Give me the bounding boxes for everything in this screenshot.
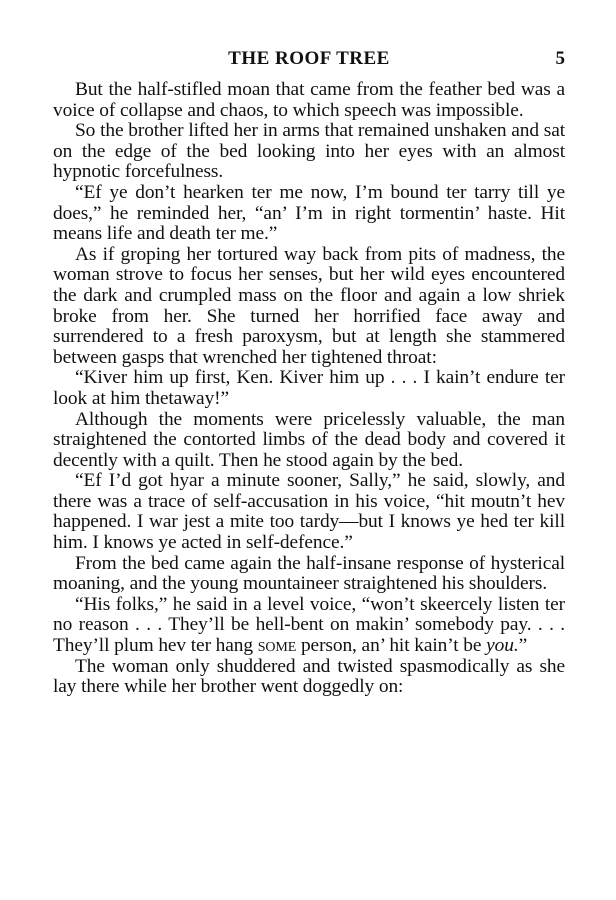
paragraph: But the half-stifled moan that came from the feather bed was a voice of collapse and chaos, to which speech was impossible. (53, 79, 565, 121)
paragraph: The woman only shuddered and twisted spasmodically as she lay there while her brother went doggedly on: (53, 655, 565, 698)
paragraph (53, 595, 565, 657)
page-number: 5 (555, 48, 565, 69)
paragraph: Although the moments were pricelessly valuable, the man straightened the contorted limbs of the dead body and covered it decently with a quilt. Then he stood again by the bed. (53, 408, 565, 471)
paragraph: From the bed came again the half-insane response of hysterical moaning, and the young mountaineer straightened his shoulders. (53, 552, 565, 595)
running-title: THE ROOF TREE (228, 48, 390, 69)
paragraph-text: person, an’ hit kain’t be (296, 635, 487, 657)
paragraph: “Kiver him up first, Ken. Kiver him up . . . I kain’t endure ter look at him thetaway!” (53, 367, 565, 409)
body-text (53, 80, 565, 698)
italic-word: you. (486, 635, 519, 657)
paragraph: “Ef I’d got hyar a minute sooner, Sally,” he said, slowly, and there was a trace of self-accusation in his voice, “hit moutn’t hev happened. I war jest a mite too tardy—but I knows ye hed ter kill him. I knows ye acted in self-defence.” (53, 470, 565, 554)
paragraph-text: ” (518, 635, 528, 657)
page-header (53, 48, 565, 74)
book-page (53, 48, 565, 698)
paragraph: So the brother lifted her in arms that remained unshaken and sat on the edge of the bed looking into her eyes with an almost hypnotic forcefulness. (53, 120, 565, 183)
small-caps-word: some (257, 635, 297, 657)
paragraph: “Ef ye don’t hearken ter me now, I’m bound ter tarry till ye does,” he reminded her, “an’ I’m in right tormentin’ haste. Hit means life and death ter me.” (53, 181, 565, 245)
paragraph-text: “His folks,” he said in a level voice, “won’t skeercely listen ter no reason . . . They’ll be hell-bent on makin’ somebody pay. . . . They’ll plum hev ter hang (53, 593, 565, 657)
paragraph: As if groping her tortured way back from pits of madness, the woman strove to focus her senses, but her wild eyes encountered the dark and crumpled mass on the floor and again a low shriek broke from her. She turned her horrified face away and surrendered to a fresh paroxysm, but at length she stammered between gasps that wrenched her tightened throat: (53, 243, 565, 368)
